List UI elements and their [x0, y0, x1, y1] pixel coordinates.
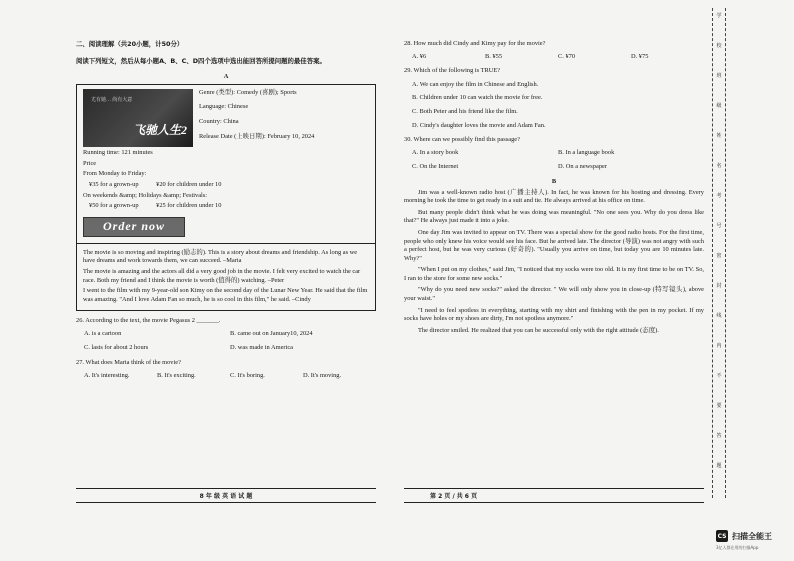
option: B. ¥55 [485, 52, 503, 60]
weekend-adult-price: ¥50 for a grown-up [89, 202, 139, 210]
option: C. Both Peter and his friend like the film. [412, 107, 518, 115]
margin-char: 不 [716, 373, 722, 379]
country: Country: China [199, 117, 239, 125]
option: A. It's interesting. [84, 371, 130, 379]
question-29: 29. Which of the following is TRUE? [404, 67, 501, 75]
review-peter: The movie is amazing and the actors all did a very good job in the movie. I felt very excited to watch the car race. Both my friend and I think the movie is worth (值得的) watching. –Peter [83, 267, 361, 284]
review-maria: The movie is so moving and inspiring (励志的). This is a story about dreams and friendship. As long as we have dreams and work towards them, we can succeed. –Maria [83, 248, 358, 265]
passage-b-letter: B [551, 177, 557, 185]
margin-char: 封 [716, 283, 722, 289]
reviews [77, 243, 375, 305]
question-26: 26. According to the text, the movie Pegasus 2 _______. [76, 317, 221, 325]
margin-char: 内 [716, 343, 722, 349]
weekdays-label: From Monday to Friday: [83, 170, 147, 178]
right-footer [404, 488, 704, 503]
right-column [404, 40, 704, 338]
weekend-child-price: ¥25 for children under 10 [156, 202, 222, 210]
movie-poster-image [83, 89, 193, 147]
left-column [76, 40, 376, 380]
passage-b-paragraph: "I need to feel spotless in everything, starting with my shirt and finishing with the pen in my pocket. If my socks have holes or my shoes are dirty, I'm not spotless anymore." [404, 306, 704, 323]
margin-char: 要 [716, 403, 722, 409]
scanner-subtitle: 3亿人都在用的扫描App [716, 545, 759, 550]
option: B. Children under 10 can watch the movie for free. [412, 94, 543, 102]
option: A. is a cartoon [84, 329, 122, 337]
poster-tagline: 尤有她… 尚有大意 [91, 97, 133, 103]
genre: Genre (类型): Comedy (喜剧); Sports [199, 88, 297, 96]
passage-a-box [76, 84, 376, 312]
question-28: 28. How much did Cindy and Kimy pay for the movie? [404, 40, 546, 47]
option: B. In a language book [558, 148, 615, 156]
question-26-options [76, 330, 376, 353]
left-footer-text: 8 年 级 英 语 试 题 [76, 488, 376, 503]
margin-char: 班 [716, 73, 722, 79]
margin-char: 线 [716, 313, 722, 319]
question-28-options [404, 53, 704, 62]
poster-title: 飞驰人生2 [132, 123, 187, 138]
option: D. Cindy's daughter loves the movie and Adam Fan. [412, 121, 546, 129]
order-now-button[interactable]: Order now [83, 217, 185, 237]
passage-b-paragraph: "Why do you need new socks?" asked the director. " We will only show you in close-up (特写镜头), above your waist." [404, 286, 704, 303]
weekends-label: On weekends &amp; Holidays &amp; Festivals: [83, 191, 208, 199]
weekday-child-price: ¥20 for children under 10 [156, 180, 222, 188]
question-30-options [404, 149, 704, 172]
weekend-prices [83, 202, 369, 211]
option: A. In a story book [412, 148, 459, 156]
scanner-watermark [716, 530, 772, 542]
margin-char: 答 [716, 433, 722, 439]
movie-info [199, 89, 314, 147]
review-cindy: I went to the film with my 9-year-old son Kimy on the second day of the Lunar New Year. He said that the film was amazing. "And I love Adam Fan so much, he is so cool in this film," he said. –Cindy [83, 287, 368, 303]
weekday-adult-price: ¥35 for a grown-up [89, 180, 139, 188]
passage-a-letter: A [223, 73, 229, 81]
option: C. On the Internet [412, 163, 459, 171]
option: B. It's exciting. [157, 371, 196, 379]
margin-char: 校 [716, 43, 722, 49]
question-27-options [76, 372, 376, 381]
instruction: 阅读下列短文，然后从每小题A、B、C、D四个选项中选出能回答所提问题的最佳答案。 [76, 56, 326, 65]
option: B. came out on January10, 2024 [230, 329, 313, 337]
camscanner-logo-icon: CS [716, 530, 728, 542]
margin-char: 考 [716, 193, 722, 199]
margin-char: 题 [716, 463, 722, 469]
option: D. ¥75 [631, 52, 649, 60]
movie-info-row [83, 89, 369, 147]
passage-b-paragraph: One day Jim was invited to appear on TV. There was a special show for the good radio hosts. For the first time, people who only knew his voice would see his face. But he arrived late. The director (导演) was not angry with such a perfect host, but he was very curious (好奇的). "Usually you arrive on time, but today you are 10 minutes late. Why?" [404, 228, 704, 262]
question-30: 30. Where can we possibly find this passage? [404, 136, 520, 144]
weekday-prices [83, 181, 369, 190]
left-footer [76, 488, 376, 503]
release-date: Release Date (上映日期): February 10, 2024 [199, 132, 315, 140]
passage-b-paragraph: "When I put on my clothes," said Jim, "I noticed that my socks were too old. It is my first time to be on TV. So, I ran to the store for some new socks." [404, 266, 704, 282]
option: D. On a newspaper [558, 163, 607, 171]
price-label: Price [83, 159, 97, 167]
passage-b-paragraph: But many people didn't think what he was doing was meaningful. "No one sees you. Why do you dress like that?" He always just made it into a joke. [404, 208, 704, 225]
margin-char: 姓 [716, 133, 722, 139]
option: A. ¥6 [412, 52, 427, 60]
option: D. It's moving. [303, 371, 342, 379]
option: C. It's boring. [230, 371, 265, 379]
question-27: 27. What does Maria think of the movie? [76, 359, 181, 367]
margin-char: 学 [716, 13, 722, 19]
option: C. ¥70 [558, 52, 576, 60]
option: A. We can enjoy the film in Chinese and English. [412, 80, 539, 88]
margin-char: 名 [716, 163, 722, 169]
language: Language: Chinese [199, 103, 249, 111]
margin-char: 密 [716, 253, 722, 259]
passage-b-paragraph: The director smiled. He realized that you can be successful only with the right attitude (态度). [418, 326, 659, 334]
margin-char: 号 [716, 223, 722, 229]
section-title: 二、阅读理解（共20小题，计50分） [76, 40, 184, 48]
binding-margin-strip [712, 8, 726, 498]
option: C. lasts for about 2 hours [84, 344, 149, 352]
running-time: Running time: 121 minutes [83, 149, 153, 157]
margin-char: 级 [716, 103, 722, 109]
page-number: 第 2 页 / 共 6 页 [404, 488, 704, 503]
option: D. was made in America [230, 344, 293, 352]
passage-b-paragraph: Jim was a well-known radio host (广播主持人). In fact, he was known for his hosting and dressing. Every morning he took the time to get ready in a suit and tie. He always arrived at his office on time. [404, 188, 704, 205]
scanner-name: 扫描全能王 [732, 531, 772, 541]
